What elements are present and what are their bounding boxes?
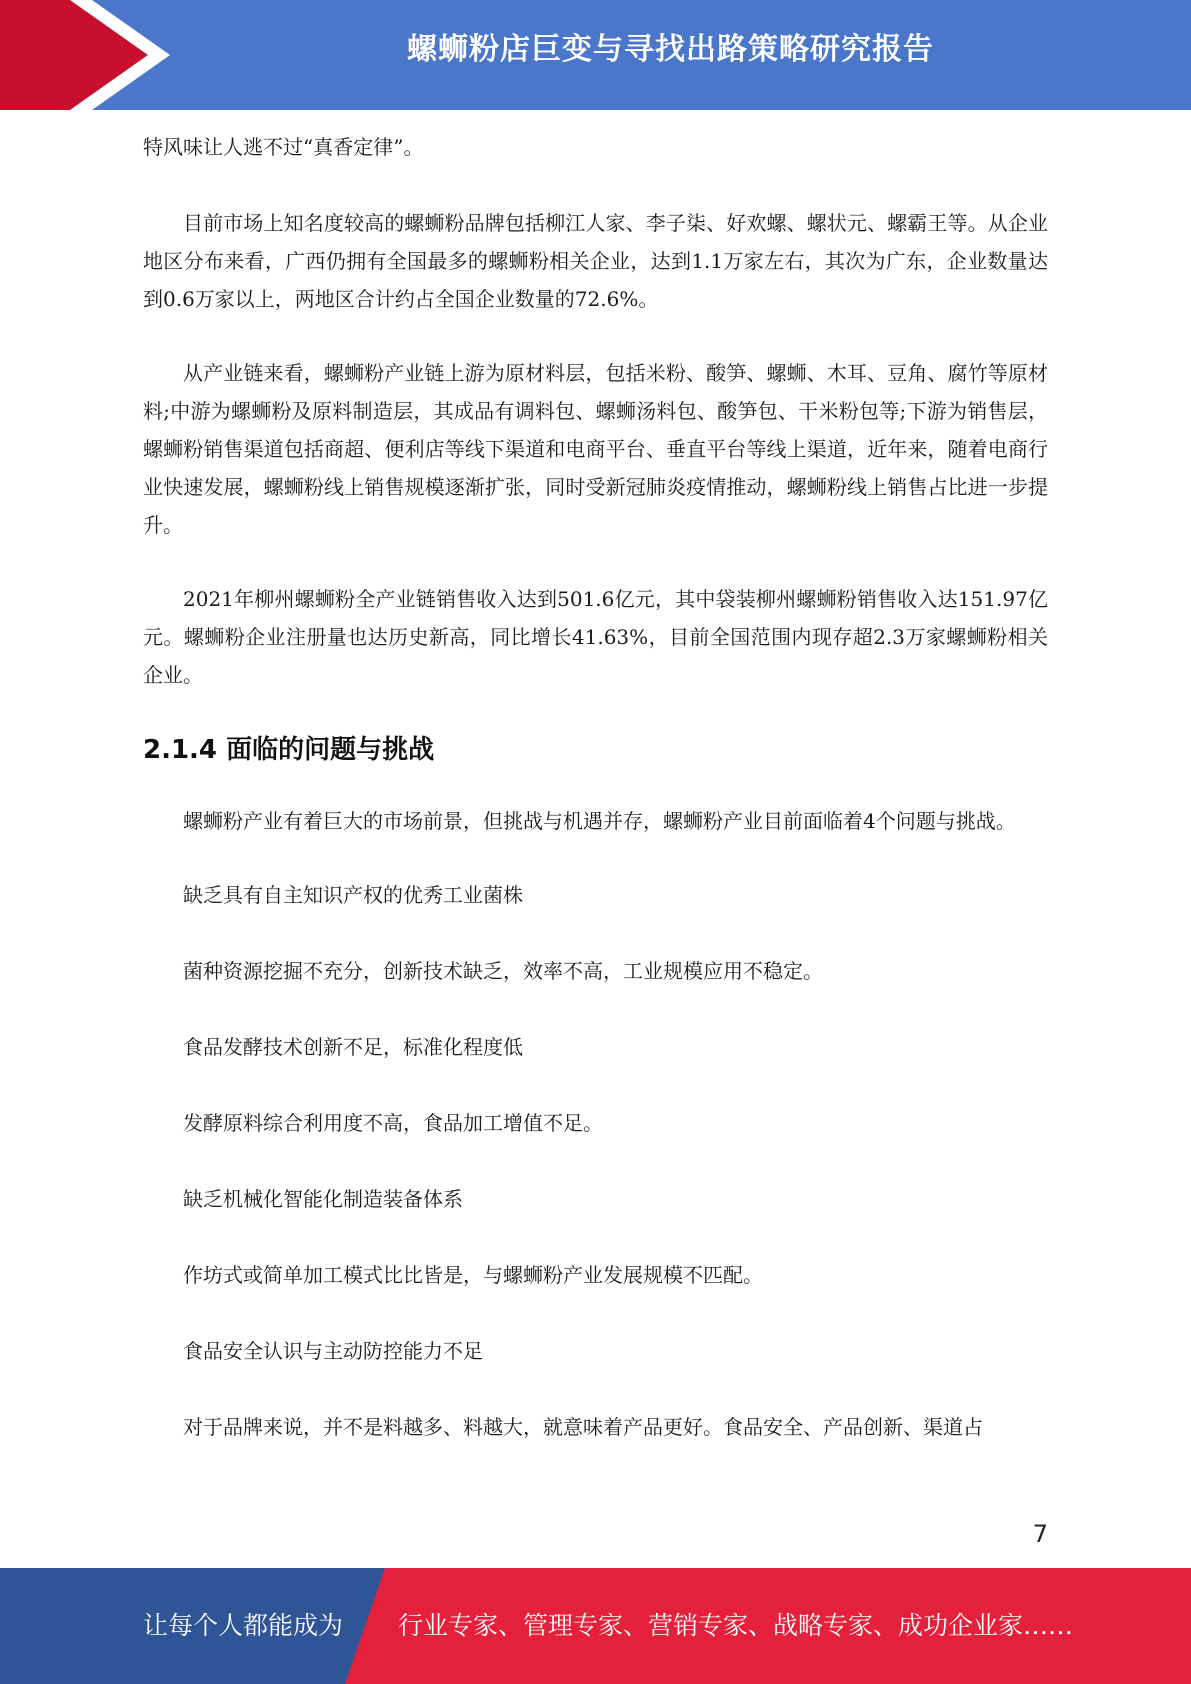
page-number: 7 <box>1032 1520 1048 1548</box>
list-item-title: 食品安全认识与主动防控能力不足 <box>183 1339 483 1363</box>
report-title: 螺蛳粉店巨变与寻找出路策略研究报告 <box>407 32 934 67</box>
paragraph: 对于品牌来说，并不是料越多、料越大，就意味着产品更好。食品安全、产品创新、渠道占 <box>183 1415 983 1439</box>
footer-slogan-left: 让每个人都能成为 <box>143 1611 344 1640</box>
page-header <box>0 0 1191 110</box>
list-item-title: 缺乏机械化智能化制造装备体系 <box>183 1187 463 1211</box>
paragraph: 从产业链来看，螺蛳粉产业链上游为原材料层，包括米粉、酸笋、螺蛳、木耳、豆角、腐竹等原材料;中游为螺蛳粉及原料制造层，其成品有调料包、螺蛳汤料包、酸笋包、干米粉包等;下游为销售层，螺蛳粉销售渠道包括商超、便利店等线下渠道和电商平台、垂直平台等线上渠道，近年来，随着电商行业快速发展，螺蛳粉线上销售规模逐渐扩张，同时受新冠肺炎疫情推动，螺蛳粉线上销售占比进一步提升。 <box>143 361 1048 537</box>
list-item-title: 食品发酵技术创新不足，标准化程度低 <box>183 1035 523 1059</box>
list-item-title: 缺乏具有自主知识产权的优秀工业菌株 <box>183 883 523 907</box>
paragraph: 发酵原料综合利用度不高，食品加工增值不足。 <box>183 1111 603 1135</box>
footer-slogan-right: 行业专家、管理专家、营销专家、战略专家、成功企业家…… <box>398 1611 1074 1640</box>
document-body <box>143 128 1048 1484</box>
paragraph: 菌种资源挖掘不充分，创新技术缺乏，效率不高，工业规模应用不稳定。 <box>183 959 823 983</box>
paragraph: 作坊式或简单加工模式比比皆是，与螺蛳粉产业发展规模不匹配。 <box>183 1263 763 1287</box>
paragraph: 2021年柳州螺蛳粉全产业链销售收入达到501.6亿元，其中袋装柳州螺蛳粉销售收入达151.97亿元。螺蛳粉企业注册量也达历史新高，同比增长41.63%，目前全国范围内现存超2.3万家螺蛳粉相关企业。 <box>143 587 1048 687</box>
page-footer <box>0 1568 1191 1684</box>
paragraph: 目前市场上知名度较高的螺蛳粉品牌包括柳江人家、李子柒、好欢螺、螺状元、螺霸王等。从企业地区分布来看，广西仍拥有全国最多的螺蛳粉相关企业，达到1.1万家左右，其次为广东，企业数量达到0.6万家以上，两地区合计约占全国企业数量的72.6%。 <box>143 211 1048 311</box>
paragraph: 螺蛳粉产业有着巨大的市场前景，但挑战与机遇并存，螺蛳粉产业目前面临着4个问题与挑战。 <box>183 809 1016 833</box>
header-red-chevron <box>0 0 148 110</box>
paragraph: 特风味让人逃不过“真香定律”。 <box>143 135 424 159</box>
section-heading: 2.1.4 面临的问题与挑战 <box>143 735 435 765</box>
